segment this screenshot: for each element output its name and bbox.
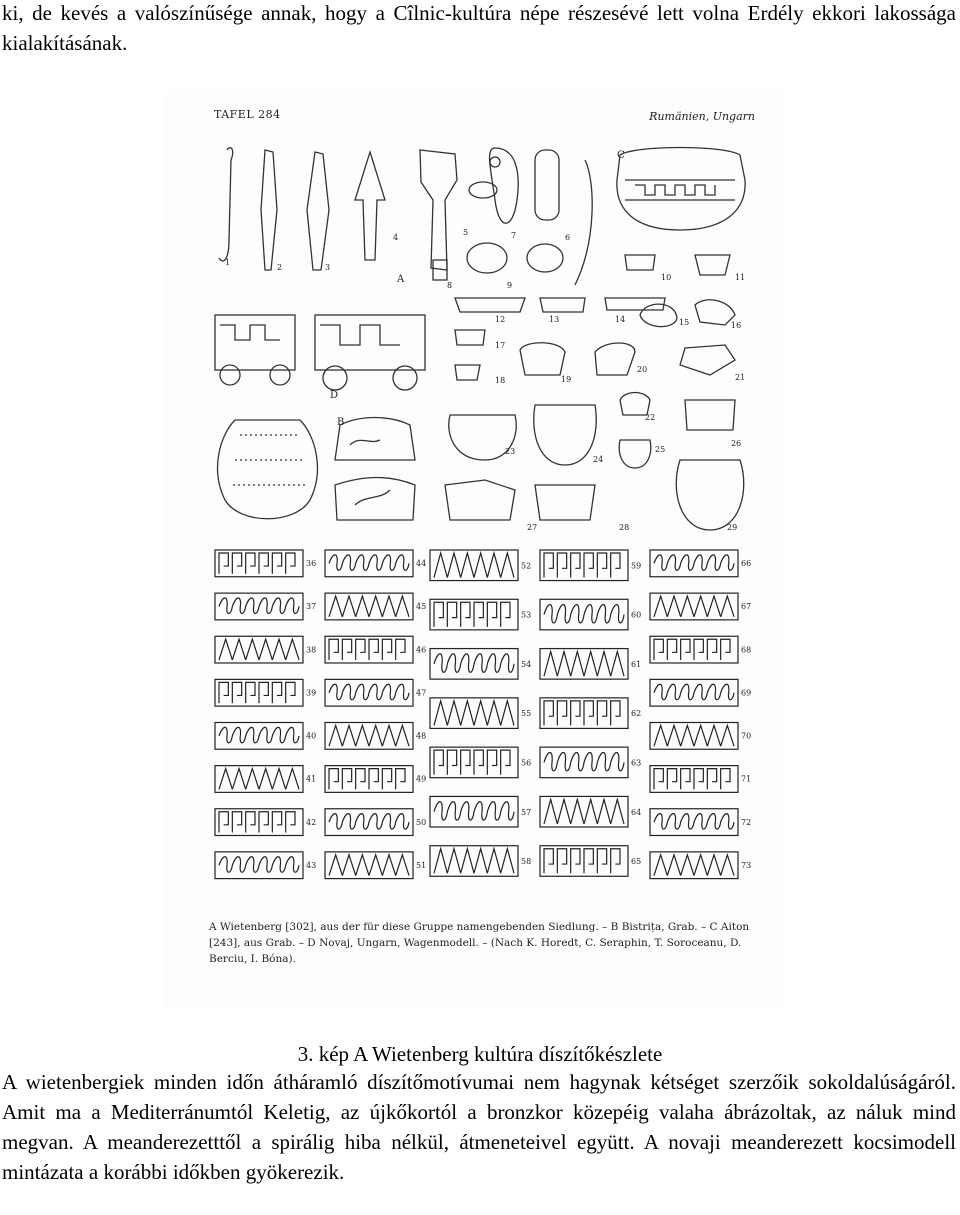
band-number-label: 69 (741, 688, 752, 698)
ornament-band (650, 593, 738, 620)
band-number-label: 51 (416, 860, 427, 870)
bar-tool (535, 150, 559, 220)
band-number-label: 53 (521, 610, 532, 620)
ornament-band (215, 766, 303, 793)
band-number-label: 54 (521, 659, 532, 669)
ornament-band (325, 636, 413, 663)
hook-tool (219, 148, 233, 261)
paragraph-bottom: A wietenbergiek minden időn átháramló díszítőmotívumai nem hagynak kétséget szerzőik sokoldalúságáról. Amit ma a Mediterránumtól Keletig, az újkőkortól a bronzkor közepéig valaha ábrázoltak, az náluk mind megvan. A meanderezetttől a spirálig hiba nélkül, átmeneteivel együtt. A novaji meanderezett kocsimodell mintázata a korábbi időkben gyökerezik. (2, 1070, 956, 1184)
band-number-label: 65 (631, 857, 642, 867)
figure-number-label: 7 (511, 231, 517, 240)
ornament-band (540, 796, 628, 827)
blade-tool (307, 152, 329, 270)
artifact-drawings (165, 90, 785, 1010)
figure-letter-label: B (337, 417, 345, 428)
ornament-band (540, 747, 628, 778)
plate-title: TAFEL 284 (214, 108, 281, 121)
figure-number-label: 15 (679, 318, 690, 327)
ornament-band (650, 636, 738, 663)
ornament-band (325, 852, 413, 879)
wagon-model (215, 315, 295, 370)
band-number-label: 63 (631, 758, 642, 768)
ornament-band (650, 766, 738, 793)
blade-tool (261, 150, 277, 270)
band-number-label: 67 (741, 602, 752, 612)
figure-number-label: 23 (505, 447, 516, 456)
figure-number-label: 9 (507, 281, 513, 290)
band-number-label: 70 (741, 731, 752, 741)
figure-number-label: 17 (495, 341, 506, 350)
ornament-band (215, 550, 303, 577)
figure-number-label: 1 (225, 258, 231, 267)
figure-letter-label: A (397, 274, 405, 285)
figure-number-label: 3 (325, 263, 331, 272)
figure-letter-label: C (617, 150, 625, 161)
ornament-band (430, 698, 518, 729)
band-number-label: 50 (416, 817, 427, 827)
ornament-band (650, 550, 738, 577)
figure-number-label: 28 (619, 523, 630, 532)
ornament-band (325, 809, 413, 836)
band-number-label: 45 (416, 602, 427, 612)
band-number-label: 64 (631, 807, 642, 817)
band-number-label: 36 (306, 559, 317, 569)
ornament-band (325, 723, 413, 750)
spearhead (355, 152, 385, 260)
ornament-band (540, 649, 628, 680)
figure-number-label: 19 (561, 375, 572, 384)
ornament-band (325, 550, 413, 577)
figure-number-label: 22 (645, 413, 656, 422)
band-number-label: 56 (521, 758, 532, 768)
figure-number-label: 20 (637, 365, 648, 374)
figure-number-label: 4 (393, 233, 399, 242)
figure-caption: 3. kép A Wietenberg kultúra díszítőkészlete (297, 1042, 663, 1066)
figure-number-label: 2 (277, 263, 283, 272)
ornament-band (540, 846, 628, 877)
figure-number-label: 14 (615, 315, 626, 324)
band-number-label: 60 (631, 610, 642, 620)
plate-caption: A Wietenberg [302], aus der für diese Gruppe namengebenden Siedlung. – B Bistrița, Grab. – C Aiton [243], aus Grab. – D Novaj, Ungarn, Wagenmodell. – (Nach K. Horedt, C. Seraphin, T. Soroceanu, D. Berciu, I. Bóna). (209, 921, 750, 965)
band-number-label: 58 (521, 857, 532, 867)
figure-number-label: 29 (727, 523, 738, 532)
band-number-label: 55 (521, 709, 532, 719)
figure-number-label: 12 (495, 315, 506, 324)
band-number-label: 43 (306, 860, 317, 870)
ornament-band (215, 852, 303, 879)
ornament-band (650, 723, 738, 750)
figure-number-label: 5 (463, 228, 469, 237)
ornament-band (650, 809, 738, 836)
band-number-label: 42 (306, 817, 317, 827)
ornament-band (325, 593, 413, 620)
figure-number-label: 26 (731, 439, 742, 448)
rod-tool (575, 160, 592, 285)
band-number-label: 62 (631, 709, 642, 719)
figure-number-label: 11 (735, 273, 746, 282)
figure-number-label: 6 (565, 233, 571, 242)
ornament-band (215, 809, 303, 836)
band-number-label: 71 (741, 774, 752, 784)
band-number-label: 40 (306, 731, 317, 741)
ornament-band (215, 679, 303, 706)
ornament-band (215, 636, 303, 663)
ornament-band (430, 599, 518, 630)
band-number-label: 68 (741, 645, 752, 655)
figure-number-label: 24 (593, 455, 604, 464)
ornament-band (325, 679, 413, 706)
ornament-band (540, 698, 628, 729)
band-number-label: 39 (306, 688, 317, 698)
figure-plate (165, 90, 785, 1010)
figure-number-label: 21 (735, 373, 746, 382)
band-number-label: 46 (416, 645, 427, 655)
ornament-band (540, 550, 628, 581)
ornament-band (430, 649, 518, 680)
band-number-label: 72 (741, 817, 752, 827)
figure-number-label: 25 (655, 445, 666, 454)
band-number-label: 49 (416, 774, 427, 784)
band-number-label: 41 (306, 774, 317, 784)
figure-number-label: 13 (549, 315, 560, 324)
paragraph-top: ki, de kevés a valószínűsége annak, hogy a Cîlnic-kultúra népe részesévé lett volna Erdély ekkori lakossága kialakításának. (2, 1, 956, 55)
axe-tool (420, 150, 457, 270)
figure-number-label: 10 (661, 273, 672, 282)
band-number-label: 38 (306, 645, 317, 655)
figure-number-label: 18 (495, 376, 506, 385)
ornament-band (650, 679, 738, 706)
figure-number-label: 8 (447, 281, 453, 290)
ornament-band (430, 550, 518, 581)
band-number-label: 44 (416, 559, 427, 569)
band-number-label: 37 (306, 602, 317, 612)
band-number-label: 73 (741, 860, 752, 870)
ornament-band (430, 846, 518, 877)
ornament-band (430, 747, 518, 778)
figure-number-label: 27 (527, 523, 538, 532)
figure-number-label: 16 (731, 321, 742, 330)
ornament-band (215, 593, 303, 620)
vessel-c (617, 148, 745, 231)
ornament-band (540, 599, 628, 630)
band-number-label: 59 (631, 561, 642, 571)
band-number-label: 48 (416, 731, 427, 741)
ornament-band (215, 723, 303, 750)
band-number-label: 57 (521, 807, 532, 817)
band-number-label: 66 (741, 559, 752, 569)
ornament-band (325, 766, 413, 793)
band-number-label: 52 (521, 561, 532, 571)
ornament-band (430, 796, 518, 827)
plate-region: Rumänien, Ungarn (649, 110, 755, 123)
band-number-label: 47 (416, 688, 427, 698)
ornament-band (650, 852, 738, 879)
band-number-label: 61 (631, 659, 642, 669)
figure-letter-label: D (330, 390, 339, 401)
vessel-b (218, 420, 318, 519)
